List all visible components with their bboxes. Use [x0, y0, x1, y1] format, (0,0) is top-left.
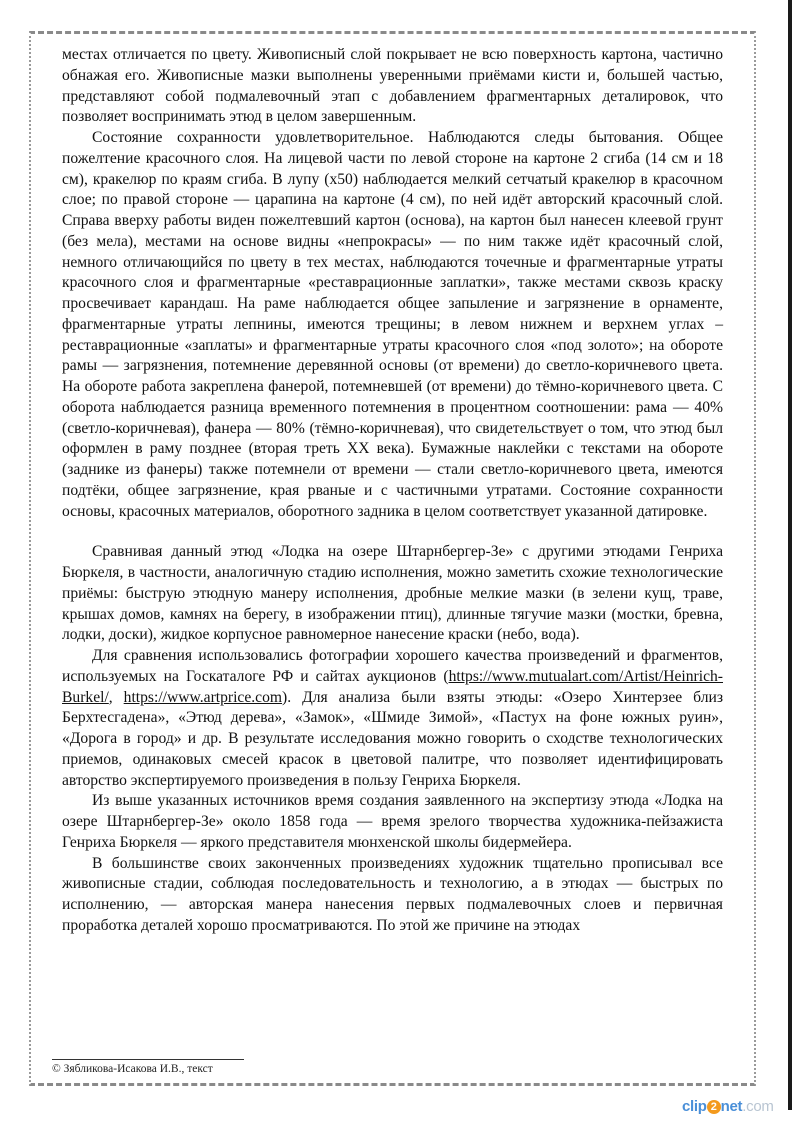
- watermark-domain: .com: [742, 1098, 774, 1115]
- paragraph-dating: Из выше указанных источников время создания заявленного на экспертизу этюда «Лодка на озере Штарнбергер-Зе» около 1858 года — время зрелого творчества художника-пейзажиста Генриха Бюркеля — яркого представителя мюнхенской школы бидермейера.: [62, 792, 723, 851]
- clip2net-watermark-logo: [682, 1098, 774, 1115]
- link-artprice[interactable]: https://www.artprice.com: [123, 688, 283, 706]
- sources-text-before: Для сравнения использовались фотографии хорошего качества произведений и фрагментов, используемых на Госкаталоге РФ и сайтах аукционов (: [62, 647, 723, 685]
- footnote-copyright: © Зябликова-Исакова И.В., текст: [52, 1063, 213, 1075]
- paragraph-continuation: местах отличается по цвету. Живописный слой покрывает не всю поверхность картона, частично обнажая его. Живописные мазки выполнены уверенными приёмами кисти и, большей частью, представляют собой подмалевочный этап с добавлением фрагментарных деталировок, что позволяет воспринимать этюд в целом завершенным.: [62, 46, 723, 126]
- paragraph-comparison: Сравнивая данный этюд «Лодка на озере Штарнбергер-Зе» с другими этюдами Генриха Бюркеля, в частности, аналогичную стадию исполнения, можно заметить схожие технологические приёмы: быструю этюдную манеру исполнения, дробные мелкие мазки (в зелени кущ, траве, крышах домов, камнях на берегу, в изображении птиц), длинные тягучие мазки (мостки, бревна, лодки, доски), жидкое корпусное равномерное нанесение краски (небо, вода).: [62, 543, 723, 644]
- footnote-separator: [52, 1059, 244, 1060]
- watermark-prefix: clip: [682, 1098, 707, 1115]
- watermark-suffix: net: [720, 1098, 743, 1115]
- paragraph-technique: В большинстве своих законченных произведениях художник тщательно прописывал все живописные стадии, соблюдая последовательность и технологию, а в этюдах — быстрых по исполнению, — авторская манера нанесения первых подмалевочных слоев и первичная проработка деталей хорошо просматриваются. По этой же причине на этюдах: [62, 854, 723, 934]
- window-edge-strip: [788, 0, 792, 1110]
- sources-text-after: ). Для анализа были взяты этюды: «Озеро Хинтерзее близ Берхтесгадена», «Этюд дерева», «Замок», «Шмиде Зимой», «Пастух на фоне южных руин», «Дорога в город» и др. В результате исследования можно говорить о сходстве технологических приемов, одинаковых смесей красок в цветовой палитре, что позволяет идентифицировать авторство экспертируемого произведения в пользу Генриха Бюркеля.: [62, 688, 724, 789]
- paragraph-preservation-state: Состояние сохранности удовлетворительное. Наблюдаются следы бытования. Общее пожелтение красочного слоя. На лицевой части по левой стороне на картоне 2 сгиба (14 см и 18 см), кракелюр по краям сгиба. В лупу (x50) наблюдается мелкий сетчатый кракелюр в красочном слое; по правой стороне — царапина на картоне (4 см), по ней идёт авторский красочный слой. Справа вверху работы виден пожелтевший картон (основа), на картон был нанесен клеевой грунт (без мела), местами на основе видны «непрокрасы» — по ним также идёт красочный слой, немного отличающийся по цвету в тех местах, наблюдаются точечные и фрагментарные утраты красочного слоя и фрагментарные «реставрационные заплатки», также местами сквозь краску просвечивает карандаш. На раме наблюдается общее запыление и загрязнение в орнаменте, фрагментарные утраты лепнины, имеются трещины; в левом нижнем и верхнем углах – реставрационные «заплаты» и фрагментарные утраты красочного слоя «под золото»; на обороте рамы — загрязнения, потемнение деревянной основы (от времени) до светло-коричневого цвета. На обороте работа закреплена фанерой, потемневшей (от времени) до тёмно-коричневого цвета. С оборота наблюдается разница временного потемнения в процентном соотношении: рама — 40% (светло-коричневая), фанера — 80% (тёмно-коричневая), что свидетельствует о том, что этюд был оформлен в раму позднее (вторая треть XX века). Бумажные наклейки с текстами на обороте (заднике из фанеры) также потемнели от времени — стали светло-коричневого цвета, имеются подтёки, общее загрязнение, края рваные и с частичными утратами. Состояние сохранности основы, красочных материалов, оборотного задника в целом соответствует указанной датировке.: [62, 129, 723, 520]
- document-body: [62, 45, 723, 937]
- paragraph-sources: [62, 646, 723, 791]
- watermark-digit-badge: 2: [707, 1100, 721, 1114]
- link-mutualart[interactable]: https://www.mutualart.com/Artist/Heinrich-Burkel/: [62, 667, 723, 706]
- link-separator: ,: [108, 688, 124, 706]
